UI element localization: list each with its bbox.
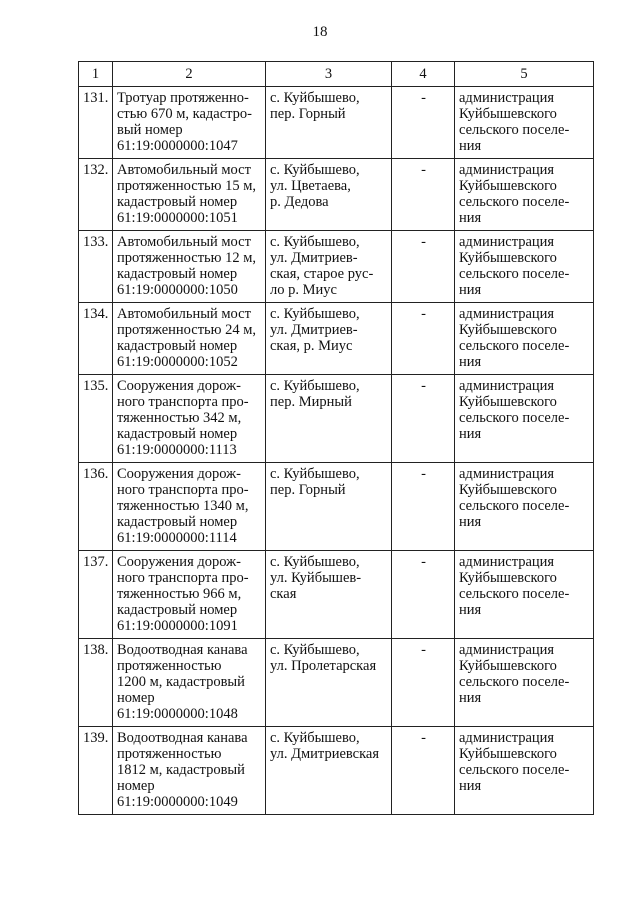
- column-4-cell: -: [392, 463, 455, 551]
- object-name-cell-line: 61:19:0000000:1114: [117, 530, 237, 546]
- table-body: [79, 62, 594, 815]
- table-row: [79, 87, 594, 159]
- owner-cell: [455, 159, 594, 231]
- object-name-cell-line: Автомобильный мост: [117, 162, 251, 178]
- row-number-cell: 132.: [79, 159, 113, 231]
- object-name-cell-line: Тротуар протяженно-: [117, 90, 249, 106]
- owner-cell-line: сельского поселе-: [459, 338, 570, 354]
- location-cell: [266, 231, 392, 303]
- row-number-cell: 137.: [79, 551, 113, 639]
- object-name-cell-line: 1812 м, кадастровый: [117, 762, 245, 778]
- row-number-cell: 139.: [79, 727, 113, 815]
- location-cell-line: ло р. Миус: [270, 282, 337, 298]
- row-number-cell: 134.: [79, 303, 113, 375]
- object-name-cell: [113, 87, 266, 159]
- table-row: [79, 159, 594, 231]
- column-header-1: 1: [79, 62, 113, 87]
- owner-cell-line: администрация: [459, 730, 555, 746]
- object-name-cell-line: тяженностью 342 м,: [117, 410, 242, 426]
- owner-cell-line: Куйбышевского: [459, 322, 557, 338]
- owner-cell: [455, 551, 594, 639]
- column-4-cell: -: [392, 87, 455, 159]
- location-cell: [266, 303, 392, 375]
- location-cell: [266, 87, 392, 159]
- owner-cell-line: Куйбышевского: [459, 746, 557, 762]
- owner-cell: [455, 87, 594, 159]
- object-name-cell-line: протяженностью: [117, 746, 222, 762]
- owner-cell-line: ния: [459, 778, 482, 794]
- object-name-cell-line: Водоотводная канава: [117, 730, 248, 746]
- object-name-cell-line: 61:19:0000000:1049: [117, 794, 238, 810]
- object-name-cell-line: Сооружения дорож-: [117, 554, 241, 570]
- location-cell-line: с. Куйбышево,: [270, 466, 360, 482]
- owner-cell: [455, 303, 594, 375]
- object-name-cell: [113, 231, 266, 303]
- object-name-cell: [113, 303, 266, 375]
- location-cell-line: ул. Цветаева,: [270, 178, 351, 194]
- owner-cell: [455, 463, 594, 551]
- owner-cell-line: ния: [459, 282, 482, 298]
- row-number-cell: 135.: [79, 375, 113, 463]
- object-name-cell-line: кадастровый номер: [117, 602, 238, 618]
- object-name-cell-line: 61:19:0000000:1051: [117, 210, 238, 226]
- column-4-cell: -: [392, 727, 455, 815]
- location-cell: [266, 375, 392, 463]
- column-4-cell: -: [392, 231, 455, 303]
- owner-cell-line: сельского поселе-: [459, 674, 570, 690]
- owner-cell-line: Куйбышевского: [459, 394, 557, 410]
- owner-cell-line: ния: [459, 514, 482, 530]
- column-4-cell: -: [392, 551, 455, 639]
- owner-cell-line: администрация: [459, 90, 555, 106]
- object-name-cell-line: кадастровый номер: [117, 194, 238, 210]
- location-cell-line: с. Куйбышево,: [270, 162, 360, 178]
- owner-cell-line: администрация: [459, 162, 555, 178]
- object-name-cell-line: 61:19:0000000:1113: [117, 442, 237, 458]
- owner-cell-line: сельского поселе-: [459, 410, 570, 426]
- object-name-cell-line: номер: [117, 778, 155, 794]
- location-cell-line: с. Куйбышево,: [270, 730, 360, 746]
- location-cell-line: ская, р. Миус: [270, 338, 353, 354]
- object-name-cell: [113, 463, 266, 551]
- owner-cell-line: сельского поселе-: [459, 266, 570, 282]
- table-row: [79, 639, 594, 727]
- owner-cell-line: сельского поселе-: [459, 586, 570, 602]
- location-cell-line: ул. Дмитриев-: [270, 250, 358, 266]
- location-cell-line: с. Куйбышево,: [270, 306, 360, 322]
- page-number: 18: [312, 24, 328, 40]
- location-cell-line: пер. Мирный: [270, 394, 352, 410]
- column-header-3: 3: [266, 62, 392, 87]
- column-header-4: 4: [392, 62, 455, 87]
- owner-cell-line: сельского поселе-: [459, 498, 570, 514]
- location-cell: [266, 159, 392, 231]
- column-4-cell: -: [392, 375, 455, 463]
- location-cell-line: ская: [270, 586, 297, 602]
- row-number-cell: 131.: [79, 87, 113, 159]
- object-name-cell-line: тяженностью 966 м,: [117, 586, 242, 602]
- owner-cell-line: Куйбышевского: [459, 658, 557, 674]
- object-name-cell-line: 61:19:0000000:1091: [117, 618, 238, 634]
- owner-cell-line: сельского поселе-: [459, 194, 570, 210]
- table-row: [79, 463, 594, 551]
- object-name-cell-line: ного транспорта про-: [117, 482, 249, 498]
- owner-cell-line: Куйбышевского: [459, 178, 557, 194]
- object-name-cell-line: Водоотводная канава: [117, 642, 248, 658]
- column-4-cell: -: [392, 639, 455, 727]
- object-name-cell-line: 61:19:0000000:1052: [117, 354, 238, 370]
- location-cell-line: ул. Дмитриев-: [270, 322, 358, 338]
- column-header-2: 2: [113, 62, 266, 87]
- object-name-cell-line: Автомобильный мост: [117, 234, 251, 250]
- owner-cell-line: сельского поселе-: [459, 122, 570, 138]
- owner-cell-line: Куйбышевского: [459, 570, 557, 586]
- object-name-cell-line: Автомобильный мост: [117, 306, 251, 322]
- owner-cell-line: ния: [459, 690, 482, 706]
- property-table: [78, 61, 594, 815]
- object-name-cell-line: Сооружения дорож-: [117, 378, 241, 394]
- owner-cell-line: ния: [459, 138, 482, 154]
- object-name-cell-line: номер: [117, 690, 155, 706]
- object-name-cell: [113, 159, 266, 231]
- location-cell-line: с. Куйбышево,: [270, 642, 360, 658]
- owner-cell-line: администрация: [459, 378, 555, 394]
- location-cell: [266, 639, 392, 727]
- table-row: [79, 727, 594, 815]
- location-cell-line: пер. Горный: [270, 106, 346, 122]
- owner-cell-line: ния: [459, 602, 482, 618]
- owner-cell: [455, 375, 594, 463]
- owner-cell-line: администрация: [459, 466, 555, 482]
- owner-cell-line: ния: [459, 354, 482, 370]
- object-name-cell: [113, 375, 266, 463]
- owner-cell-line: ния: [459, 210, 482, 226]
- object-name-cell-line: кадастровый номер: [117, 266, 238, 282]
- owner-cell-line: администрация: [459, 234, 555, 250]
- owner-cell: [455, 639, 594, 727]
- object-name-cell-line: кадастровый номер: [117, 338, 238, 354]
- object-name-cell-line: кадастровый номер: [117, 514, 238, 530]
- object-name-cell-line: вый номер: [117, 122, 183, 138]
- location-cell-line: ул. Куйбышев-: [270, 570, 362, 586]
- object-name-cell-line: кадастровый номер: [117, 426, 238, 442]
- location-cell-line: ул. Дмитриевская: [270, 746, 380, 762]
- object-name-cell-line: ного транспорта про-: [117, 570, 249, 586]
- location-cell-line: с. Куйбышево,: [270, 90, 360, 106]
- object-name-cell-line: протяженностью 24 м,: [117, 322, 257, 338]
- row-number-cell: 138.: [79, 639, 113, 727]
- column-4-cell: -: [392, 159, 455, 231]
- location-cell-line: с. Куйбышево,: [270, 234, 360, 250]
- location-cell-line: ул. Пролетарская: [270, 658, 377, 674]
- table-row: [79, 375, 594, 463]
- owner-cell-line: Куйбышевского: [459, 482, 557, 498]
- owner-cell-line: сельского поселе-: [459, 762, 570, 778]
- table-row: [79, 303, 594, 375]
- owner-cell: [455, 727, 594, 815]
- table-row: [79, 231, 594, 303]
- object-name-cell-line: 61:19:0000000:1047: [117, 138, 238, 154]
- object-name-cell-line: стью 670 м, кадастро-: [117, 106, 252, 122]
- object-name-cell-line: протяженностью 12 м,: [117, 250, 257, 266]
- owner-cell-line: ния: [459, 426, 482, 442]
- location-cell-line: р. Дедова: [270, 194, 329, 210]
- table-header-row: [79, 62, 594, 87]
- row-number-cell: 136.: [79, 463, 113, 551]
- location-cell: [266, 727, 392, 815]
- location-cell-line: ская, старое рус-: [270, 266, 374, 282]
- owner-cell-line: администрация: [459, 642, 555, 658]
- object-name-cell: [113, 639, 266, 727]
- row-number-cell: 133.: [79, 231, 113, 303]
- owner-cell-line: администрация: [459, 306, 555, 322]
- location-cell-line: с. Куйбышево,: [270, 554, 360, 570]
- location-cell-line: с. Куйбышево,: [270, 378, 360, 394]
- object-name-cell-line: протяженностью: [117, 658, 222, 674]
- location-cell-line: пер. Горный: [270, 482, 346, 498]
- object-name-cell: [113, 551, 266, 639]
- owner-cell-line: Куйбышевского: [459, 250, 557, 266]
- column-4-cell: -: [392, 303, 455, 375]
- owner-cell-line: Куйбышевского: [459, 106, 557, 122]
- object-name-cell-line: Сооружения дорож-: [117, 466, 241, 482]
- table-row: [79, 551, 594, 639]
- owner-cell: [455, 231, 594, 303]
- object-name-cell-line: тяженностью 1340 м,: [117, 498, 249, 514]
- object-name-cell-line: 61:19:0000000:1050: [117, 282, 238, 298]
- object-name-cell-line: 61:19:0000000:1048: [117, 706, 238, 722]
- location-cell: [266, 551, 392, 639]
- owner-cell-line: администрация: [459, 554, 555, 570]
- object-name-cell: [113, 727, 266, 815]
- object-name-cell-line: ного транспорта про-: [117, 394, 249, 410]
- object-name-cell-line: 1200 м, кадастровый: [117, 674, 245, 690]
- location-cell: [266, 463, 392, 551]
- object-name-cell-line: протяженностью 15 м,: [117, 178, 257, 194]
- column-header-5: 5: [455, 62, 594, 87]
